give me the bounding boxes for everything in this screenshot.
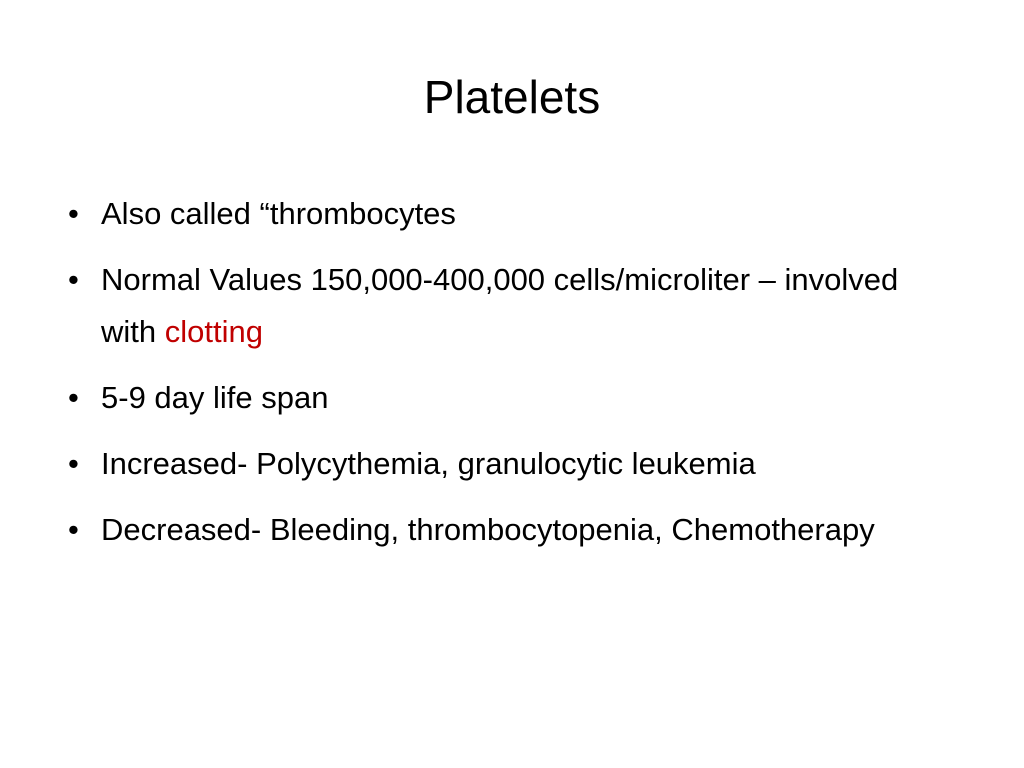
bullet-item — [60, 438, 960, 490]
bullet-item — [60, 254, 960, 358]
bullet-icon: • — [68, 196, 79, 231]
bullet-list — [60, 188, 960, 570]
bullet-highlight-text: clotting — [164, 314, 263, 349]
bullet-item — [60, 504, 960, 556]
bullet-icon: • — [68, 262, 79, 297]
bullet-icon: • — [68, 512, 79, 547]
bullet-text: Decreased- Bleeding, thrombocytopenia, Chemotherapy — [101, 512, 875, 547]
bullet-item — [60, 188, 960, 240]
bullet-text: Also called “thrombocytes — [101, 196, 456, 231]
bullet-icon: • — [68, 380, 79, 415]
bullet-text: 5-9 day life span — [101, 380, 329, 415]
bullet-item — [60, 372, 960, 424]
bullet-text: Normal Values 150,000-400,000 cells/microliter – involved with — [101, 262, 899, 349]
bullet-icon: • — [68, 446, 79, 481]
bullet-text: Increased- Polycythemia, granulocytic leukemia — [101, 446, 756, 481]
slide-title: Platelets — [423, 71, 601, 123]
